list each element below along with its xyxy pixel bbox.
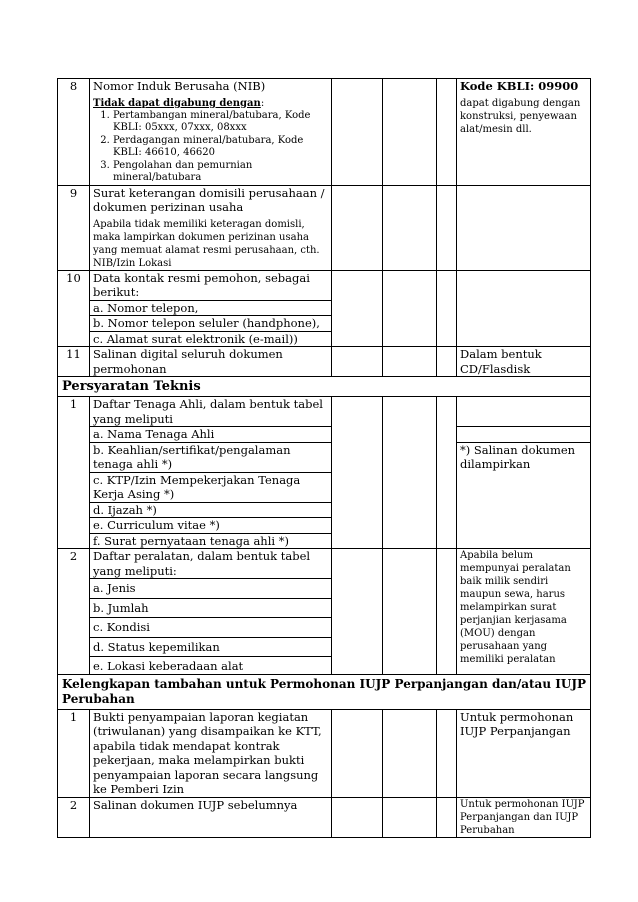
empty-cell [383, 79, 437, 186]
empty-cell [383, 270, 437, 347]
row-title: Salinan dokumen IUJP sebelumnya [90, 797, 332, 837]
empty-cell [383, 185, 437, 270]
row-title: Nomor Induk Berusaha (NIB) [93, 79, 266, 93]
row-desc: Apabila tidak memiliki keteragan domisli, maka lampirkan dokumen perizinan usaha yang memuat alamat resmi perusahaan, cth. NIB/Izin Lokasi [93, 218, 320, 269]
exclusion-list [93, 110, 328, 185]
list-item: a. Nama Tenaga Ahli [90, 427, 332, 443]
row-title: Salinan digital seluruh dokumen permohonan [90, 347, 332, 377]
list-item: c. KTP/Izin Mempekerjakan Tenaga Kerja Asing *) [90, 472, 332, 502]
empty-cell [332, 347, 383, 377]
empty-cell [332, 185, 383, 270]
section-row [58, 377, 591, 397]
row-number: 2 [58, 549, 90, 675]
row-title: Data kontak resmi pemohon, sebagai berikut: [90, 270, 332, 300]
row-subtitle: Tidak dapat digabung dengan: [93, 97, 265, 109]
row-number: 11 [58, 347, 90, 377]
row-note: *) Salinan dokumen dilampirkan [457, 442, 591, 549]
table-row [58, 797, 591, 837]
list-item: c. Alamat surat elektronik (e-mail)) [90, 331, 332, 347]
list-item: 2. Perdagangan mineral/batubara, Kode KBLI: 46610, 46620 [113, 135, 328, 160]
empty-cell [383, 549, 437, 675]
row-number: 1 [58, 397, 90, 549]
table-row [58, 79, 591, 186]
row-note: Apabila belum mempunyai peralatan baik milik sendiri maupun sewa, harus melampirkan surat perjanjian kerjasama (MOU) dengan perusahaan yang memiliki peralatan [457, 549, 591, 675]
empty-cell [332, 397, 383, 549]
row-description [90, 185, 332, 270]
list-item: a. Jenis [90, 579, 332, 599]
row-number: 2 [58, 797, 90, 837]
row-number: 8 [58, 79, 90, 186]
requirements-document [57, 78, 590, 838]
empty-cell [332, 549, 383, 675]
list-item: a. Nomor telepon, [90, 300, 332, 316]
empty-cell [383, 347, 437, 377]
table-row [58, 185, 591, 270]
note-title: Kode KBLI: 09900 [460, 79, 579, 93]
list-item: b. Keahlian/sertifikat/pengalaman tenaga ahli *) [90, 442, 332, 472]
requirements-table [57, 78, 591, 838]
list-item: b. Jumlah [90, 598, 332, 618]
row-title: Surat keterangan domisili perusahaan / dokumen perizinan usaha [93, 185, 325, 214]
empty-cell [437, 185, 457, 270]
row-number: 1 [58, 709, 90, 797]
table-row [58, 397, 591, 427]
row-note: Untuk permohonan IUJP Perpanjangan [457, 709, 591, 797]
row-number: 9 [58, 185, 90, 270]
empty-cell [383, 797, 437, 837]
note-text: dapat digabung dengan konstruksi, penyewaan alat/mesin dll. [460, 97, 581, 135]
empty-cell [437, 79, 457, 186]
table-row [58, 270, 591, 300]
list-item: 1. Pertambangan mineral/batubara, Kode KBLI: 05xxx, 07xxx, 08xxx [113, 110, 328, 135]
list-item: f. Surat pernyataan tenaga ahli *) [90, 533, 332, 549]
list-item: d. Ijazah *) [90, 502, 332, 518]
list-item: e. Curriculum vitae *) [90, 518, 332, 534]
list-item: 3. Pengolahan dan pemurnian mineral/batubara [113, 160, 328, 185]
empty-cell [383, 397, 437, 549]
row-title: Bukti penyampaian laporan kegiatan (triwulanan) yang disampaikan ke KTT, apabila tidak mendapat kontrak pekerjaan, maka melampirkan bukti penyampaian laporan secara langsung ke Pemberi Izin [90, 709, 332, 797]
empty-cell [332, 797, 383, 837]
empty-cell [437, 549, 457, 675]
row-note: Untuk permohonan IUJP Perpanjangan dan IUJP Perubahan [457, 797, 591, 837]
empty-cell [457, 270, 591, 347]
section-title: Kelengkapan tambahan untuk Permohonan IUJP Perpanjangan dan/atau IUJP Perubahan [58, 674, 591, 709]
empty-cell [437, 797, 457, 837]
row-note: Dalam bentuk CD/Flasdisk [457, 347, 591, 377]
table-row [58, 709, 591, 797]
empty-cell [437, 709, 457, 797]
list-item: d. Status kepemilikan [90, 637, 332, 657]
empty-cell [332, 79, 383, 186]
list-item: e. Lokasi keberadaan alat [90, 657, 332, 675]
empty-cell [457, 397, 591, 427]
section-row [58, 674, 591, 709]
row-title: Daftar peralatan, dalam bentuk tabel yang meliputi: [90, 549, 332, 579]
list-item: c. Kondisi [90, 618, 332, 638]
empty-cell [332, 709, 383, 797]
row-number: 10 [58, 270, 90, 347]
row-note [457, 79, 591, 186]
section-title: Persyaratan Teknis [58, 377, 591, 397]
table-row [58, 549, 591, 579]
empty-cell [457, 427, 591, 443]
empty-cell [437, 347, 457, 377]
empty-cell [437, 270, 457, 347]
row-description [90, 79, 332, 186]
list-item: b. Nomor telepon seluler (handphone), [90, 316, 332, 332]
empty-cell [332, 270, 383, 347]
empty-cell [457, 185, 591, 270]
row-title: Daftar Tenaga Ahli, dalam bentuk tabel yang meliputi [90, 397, 332, 427]
empty-cell [437, 397, 457, 549]
table-row [58, 347, 591, 377]
empty-cell [383, 709, 437, 797]
